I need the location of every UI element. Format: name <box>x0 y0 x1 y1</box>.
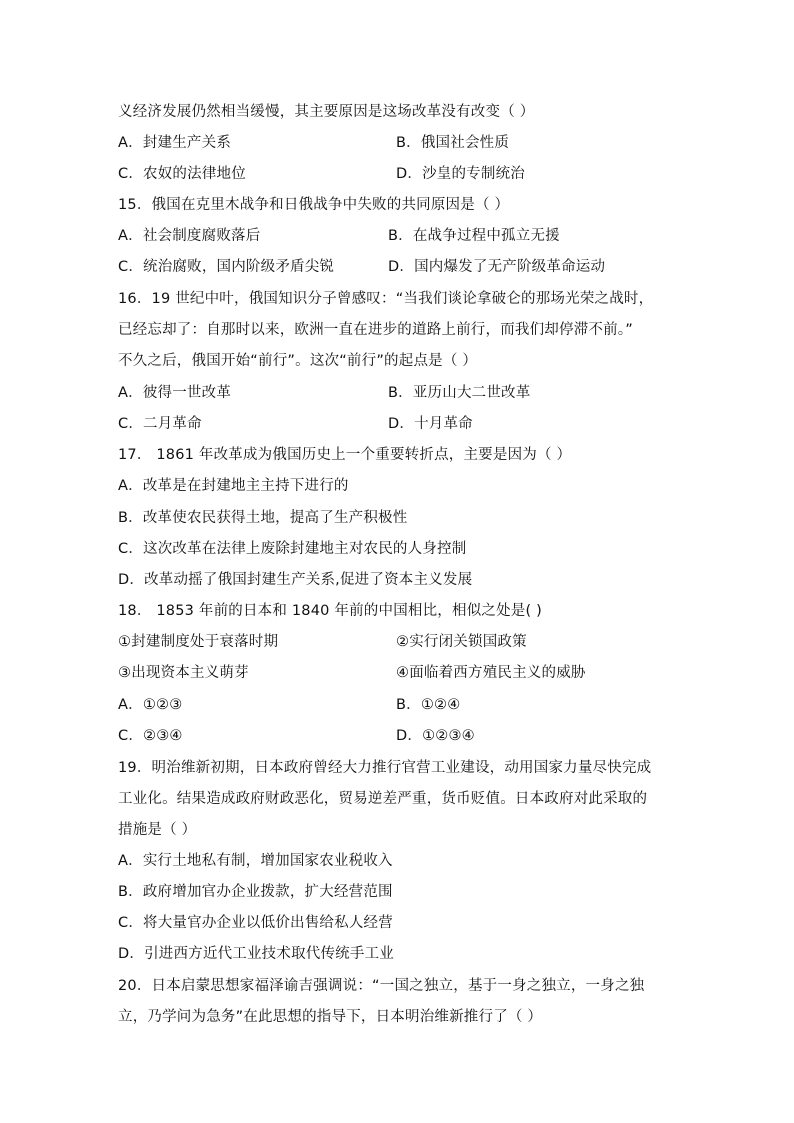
statement-4: ④面临着西方殖民主义的威胁 <box>396 665 586 681</box>
option-d: D．十月革命 <box>388 416 473 432</box>
option-b: B．政府增加官办企业拨款，扩大经营范围 <box>118 884 393 900</box>
option-a: A．彼得一世改革 <box>118 385 232 401</box>
option-a: A．实行土地私有制，增加国家农业税收入 <box>118 853 393 869</box>
option-a: A．社会制度腐败落后 <box>118 228 261 244</box>
question-15: 15．俄国在克里木战争和日俄战争中失败的共同原因是（ ） <box>118 197 510 213</box>
option-c: C．二月革命 <box>118 416 202 432</box>
question-19-line-3: 措施是（ ） <box>118 822 197 838</box>
question-16-line-3: 不久之后，俄国开始“前行”。这次“前行”的起点是（ ） <box>118 353 478 369</box>
option-c: C．将大量官办企业以低价出售给私人经营 <box>118 915 393 931</box>
option-a: A．改革是在封建地主主持下进行的 <box>118 478 349 494</box>
statement-2: ②实行闭关锁国政策 <box>396 634 527 650</box>
question-19-line-2: 工业化。结果造成政府财政恶化，贸易逆差严重，货币贬值。日本政府对此采取的 <box>118 791 648 807</box>
question-19: 19．明治维新初期，日本政府曾经大力推行官营工业建设，动用国家力量尽快完成 <box>118 760 652 776</box>
text-line-1: 义经济发展仍然相当缓慢，其主要原因是这场改革没有改变（ ） <box>118 104 535 120</box>
option-b: B．在战争过程中孤立无援 <box>388 228 560 244</box>
option-c: C．②③④ <box>118 728 183 744</box>
option-c: C．这次改革在法律上废除封建地主对农民的人身控制 <box>118 541 467 557</box>
statement-3: ③出现资本主义萌芽 <box>118 665 249 681</box>
option-d: D．沙皇的专制统治 <box>396 166 525 182</box>
question-16-line-2: 已经忘却了：自那时以来，欧洲一直在进步的道路上前行，而我们却停滞不前。” <box>118 322 633 338</box>
option-a: A．封建生产关系 <box>118 135 232 151</box>
option-d: D．改革动摇了俄国封建生产关系,促进了资本主义发展 <box>118 572 473 588</box>
option-c: C．统治腐败，国内阶级矛盾尖锐 <box>118 259 335 275</box>
question-17: 17． 1861 年改革成为俄国历史上一个重要转折点，主要是因为（ ） <box>118 447 572 463</box>
question-16: 16．19 世纪中叶，俄国知识分子曾感叹：“当我们谈论拿破仑的那场光荣之战时， <box>118 291 654 307</box>
question-20: 20．日本启蒙思想家福泽谕吉强调说：“一国之独立，基于一身之独立，一身之独 <box>118 978 645 994</box>
option-b: B．亚历山大二世改革 <box>388 385 531 401</box>
question-18: 18． 1853 年前的日本和 1840 年前的中国相比，相似之处是( ) <box>118 603 543 619</box>
option-d: D．引进西方近代工业技术取代传统手工业 <box>118 946 394 962</box>
option-b: B．改革使农民获得土地，提高了生产积极性 <box>118 510 408 526</box>
statement-1: ①封建制度处于衰落时期 <box>118 634 279 650</box>
option-a: A．①②③ <box>118 697 183 713</box>
option-b: B．①②④ <box>396 697 461 713</box>
question-20-line-2: 立，乃学问为急务”在此思想的指导下，日本明治维新推行了（ ） <box>118 1009 543 1025</box>
option-b: B．俄国社会性质 <box>396 135 510 151</box>
option-d: D．国内爆发了无产阶级革命运动 <box>388 259 606 275</box>
option-c: C．农奴的法律地位 <box>118 166 246 182</box>
option-d: D．①②③④ <box>396 728 475 744</box>
